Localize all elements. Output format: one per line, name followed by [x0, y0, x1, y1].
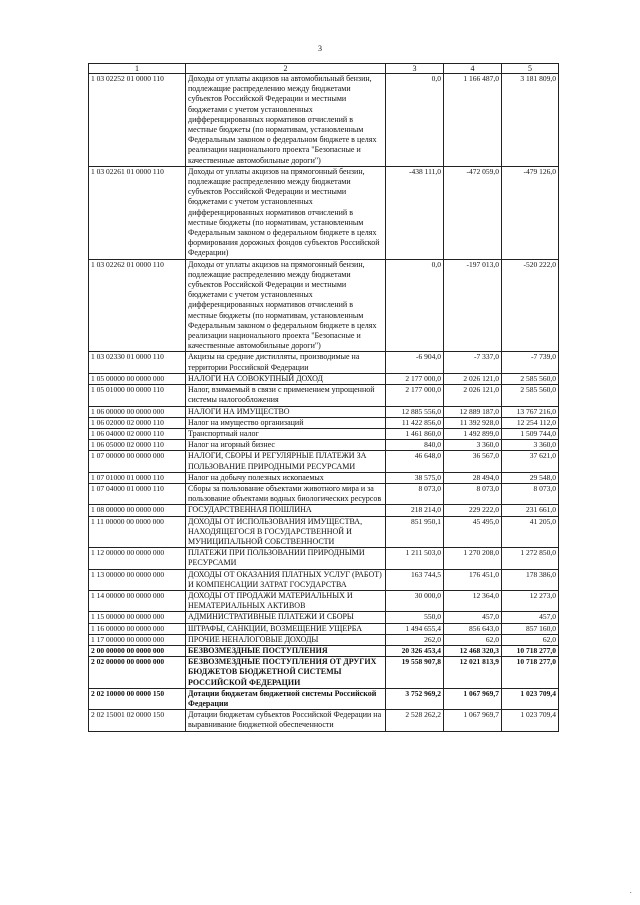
scan-mark: ·	[629, 889, 632, 897]
value-column-4-cell: 12 889 187,0	[444, 406, 502, 417]
budget-code-cell: 2 02 10000 00 0000 150	[89, 688, 186, 709]
value-column-5-cell: 1 023 709,4	[502, 710, 559, 731]
column-number-5: 5	[502, 64, 559, 74]
revenue-name-cell: ШТРАФЫ, САНКЦИИ, ВОЗМЕЩЕНИЕ УЩЕРБА	[186, 623, 386, 634]
value-column-5-cell: 37 621,0	[502, 451, 559, 472]
revenue-name-cell: НАЛОГИ, СБОРЫ И РЕГУЛЯРНЫЕ ПЛАТЕЖИ ЗА ПОЛЬЗОВАНИЕ ПРИРОДНЫМИ РЕСУРСАМИ	[186, 451, 386, 472]
table-row	[89, 428, 559, 439]
budget-code-cell: 1 15 00000 00 0000 000	[89, 612, 186, 623]
value-column-3-cell: 0,0	[386, 74, 444, 167]
value-column-5-cell: 12 254 112,0	[502, 417, 559, 428]
column-number-2: 2	[186, 64, 386, 74]
revenue-name-cell: ПРОЧИЕ НЕНАЛОГОВЫЕ ДОХОДЫ	[186, 634, 386, 645]
value-column-5-cell: 29 548,0	[502, 472, 559, 483]
budget-code-cell: 1 07 04000 01 0000 110	[89, 483, 186, 504]
value-column-3-cell: 218 214,0	[386, 505, 444, 516]
budget-code-cell: 1 07 01000 01 0000 110	[89, 472, 186, 483]
value-column-5-cell: 41 205,0	[502, 516, 559, 548]
column-number-4: 4	[444, 64, 502, 74]
value-column-3-cell: 11 422 856,0	[386, 417, 444, 428]
table-row	[89, 440, 559, 451]
value-column-4-cell: 36 567,0	[444, 451, 502, 472]
revenue-name-cell: Налог на игорный бизнес	[186, 440, 386, 451]
value-column-5-cell: 457,0	[502, 612, 559, 623]
revenue-name-cell: Доходы от уплаты акцизов на прямогонный бензин, подлежащие распределению между бюджетами субъектов Российской Федерации и местными бюджетами с учетом установленных дифференцированных нормативов отчислений в местные бюджеты (по нормативам, установленным Федеральным законом о федеральном бюджете в целях формирования дорожных фондов субъектов Российской Федерации)	[186, 166, 386, 259]
table-row	[89, 710, 559, 731]
value-column-3-cell: 8 073,0	[386, 483, 444, 504]
value-column-5-cell: -479 126,0	[502, 166, 559, 259]
revenue-name-cell: ПЛАТЕЖИ ПРИ ПОЛЬЗОВАНИИ ПРИРОДНЫМИ РЕСУРСАМИ	[186, 548, 386, 569]
table-row	[89, 406, 559, 417]
budget-code-cell: 1 06 04000 02 0000 110	[89, 428, 186, 439]
value-column-3-cell: -6 904,0	[386, 352, 444, 373]
table-row	[89, 634, 559, 645]
value-column-5-cell: 1 509 744,0	[502, 428, 559, 439]
table-row	[89, 645, 559, 656]
value-column-3-cell: 840,0	[386, 440, 444, 451]
table-row	[89, 516, 559, 548]
budget-code-cell: 1 05 00000 00 0000 000	[89, 373, 186, 384]
value-column-3-cell: 0,0	[386, 259, 444, 352]
revenue-name-cell: Налог на добычу полезных ископаемых	[186, 472, 386, 483]
value-column-3-cell: 19 558 907,8	[386, 657, 444, 689]
value-column-4-cell: -472 059,0	[444, 166, 502, 259]
table-row	[89, 483, 559, 504]
table-row	[89, 569, 559, 590]
budget-code-cell: 2 02 15001 02 0000 150	[89, 710, 186, 731]
budget-code-cell: 1 03 02261 01 0000 110	[89, 166, 186, 259]
value-column-5-cell: 178 386,0	[502, 569, 559, 590]
value-column-4-cell: -197 013,0	[444, 259, 502, 352]
value-column-4-cell: 2 026 121,0	[444, 373, 502, 384]
table-row	[89, 373, 559, 384]
budget-code-cell: 1 06 02000 02 0000 110	[89, 417, 186, 428]
table-body	[89, 64, 559, 732]
value-column-4-cell: 1 166 487,0	[444, 74, 502, 167]
value-column-3-cell: 2 528 262,2	[386, 710, 444, 731]
table-row	[89, 612, 559, 623]
revenue-name-cell: ДОХОДЫ ОТ ОКАЗАНИЯ ПЛАТНЫХ УСЛУГ (РАБОТ) И КОМПЕНСАЦИИ ЗАТРАТ ГОСУДАРСТВА	[186, 569, 386, 590]
value-column-3-cell: 163 744,5	[386, 569, 444, 590]
budget-code-cell: 1 03 02330 01 0000 110	[89, 352, 186, 373]
value-column-3-cell: 12 885 556,0	[386, 406, 444, 417]
value-column-4-cell: 856 643,0	[444, 623, 502, 634]
revenue-name-cell: Сборы за пользование объектами животного мира и за пользование объектами водных биологических ресурсов	[186, 483, 386, 504]
budget-code-cell: 1 14 00000 00 0000 000	[89, 590, 186, 611]
table-row	[89, 657, 559, 689]
value-column-5-cell: 3 181 809,0	[502, 74, 559, 167]
value-column-3-cell: 262,0	[386, 634, 444, 645]
budget-code-cell: 2 00 00000 00 0000 000	[89, 645, 186, 656]
value-column-4-cell: 2 026 121,0	[444, 385, 502, 406]
revenue-name-cell: Доходы от уплаты акцизов на автомобильный бензин, подлежащие распределению между бюджетами субъектов Российской Федерации и местными бюджетами с учетом установленных дифференцированных нормативов отчислений в местные бюджеты (по нормативам, установленным Федеральным законом о федеральном бюджете в целях реализации национального проекта "Безопасные и качественные автомобильные дороги")	[186, 74, 386, 167]
value-column-4-cell: 176 451,0	[444, 569, 502, 590]
revenue-name-cell: Налог на имущество организаций	[186, 417, 386, 428]
value-column-4-cell: 12 021 813,9	[444, 657, 502, 689]
value-column-5-cell: 8 073,0	[502, 483, 559, 504]
value-column-3-cell: 38 575,0	[386, 472, 444, 483]
value-column-4-cell: 11 392 928,0	[444, 417, 502, 428]
value-column-3-cell: -438 111,0	[386, 166, 444, 259]
value-column-3-cell: 30 000,0	[386, 590, 444, 611]
revenue-name-cell: АДМИНИСТРАТИВНЫЕ ПЛАТЕЖИ И СБОРЫ	[186, 612, 386, 623]
value-column-3-cell: 550,0	[386, 612, 444, 623]
value-column-3-cell: 3 752 969,2	[386, 688, 444, 709]
page-number: 3	[318, 44, 322, 53]
revenue-name-cell: Акцизы на средние дистилляты, производимые на территории Российской Федерации	[186, 352, 386, 373]
budget-code-cell: 1 06 00000 00 0000 000	[89, 406, 186, 417]
table-row	[89, 451, 559, 472]
budget-code-cell: 1 08 00000 00 0000 000	[89, 505, 186, 516]
value-column-4-cell: 12 364,0	[444, 590, 502, 611]
value-column-5-cell: -7 739,0	[502, 352, 559, 373]
value-column-5-cell: 3 360,0	[502, 440, 559, 451]
value-column-5-cell: 10 718 277,0	[502, 657, 559, 689]
value-column-4-cell: 45 495,0	[444, 516, 502, 548]
value-column-4-cell: 1 067 969,7	[444, 688, 502, 709]
value-column-3-cell: 2 177 000,0	[386, 385, 444, 406]
value-column-4-cell: 1 492 899,0	[444, 428, 502, 439]
value-column-4-cell: 28 494,0	[444, 472, 502, 483]
value-column-3-cell: 2 177 000,0	[386, 373, 444, 384]
value-column-5-cell: 10 718 277,0	[502, 645, 559, 656]
column-number-1: 1	[89, 64, 186, 74]
value-column-4-cell: 1 270 208,0	[444, 548, 502, 569]
value-column-3-cell: 1 494 655,4	[386, 623, 444, 634]
revenue-name-cell: Доходы от уплаты акцизов на прямогонный бензин, подлежащие распределению между бюджетами субъектов Российской Федерации и местными бюджетами с учетом установленных дифференцированных нормативов отчислений в местные бюджеты (по нормативам, установленным Федеральным законом о федеральном бюджете в целях реализации национального проекта "Безопасные и качественные автомобильные дороги")	[186, 259, 386, 352]
value-column-5-cell: 62,0	[502, 634, 559, 645]
revenue-name-cell: Налог, взимаемый в связи с применением упрощенной системы налогообложения	[186, 385, 386, 406]
column-number-row	[89, 64, 559, 74]
revenue-name-cell: ДОХОДЫ ОТ ИСПОЛЬЗОВАНИЯ ИМУЩЕСТВА, НАХОДЯЩЕГОСЯ В ГОСУДАРСТВЕННОЙ И МУНИЦИПАЛЬНОЙ СОБСТВЕННОСТИ	[186, 516, 386, 548]
revenue-name-cell: ДОХОДЫ ОТ ПРОДАЖИ МАТЕРИАЛЬНЫХ И НЕМАТЕРИАЛЬНЫХ АКТИВОВ	[186, 590, 386, 611]
value-column-3-cell: 851 950,1	[386, 516, 444, 548]
budget-code-cell: 1 06 05000 02 0000 110	[89, 440, 186, 451]
value-column-3-cell: 1 211 503,0	[386, 548, 444, 569]
table-row	[89, 385, 559, 406]
value-column-4-cell: 12 468 320,3	[444, 645, 502, 656]
budget-code-cell: 1 16 00000 00 0000 000	[89, 623, 186, 634]
revenue-name-cell: Дотации бюджетам субъектов Российской Федерации на выравнивание бюджетной обеспеченности	[186, 710, 386, 731]
value-column-3-cell: 20 326 453,4	[386, 645, 444, 656]
budget-code-cell: 1 11 00000 00 0000 000	[89, 516, 186, 548]
value-column-5-cell: 2 585 560,0	[502, 385, 559, 406]
table-row	[89, 472, 559, 483]
revenue-name-cell: ГОСУДАРСТВЕННАЯ ПОШЛИНА	[186, 505, 386, 516]
value-column-3-cell: 1 461 860,0	[386, 428, 444, 439]
table-row	[89, 166, 559, 259]
revenue-name-cell: Дотации бюджетам бюджетной системы Российской Федерации	[186, 688, 386, 709]
revenue-name-cell: БЕЗВОЗМЕЗДНЫЕ ПОСТУПЛЕНИЯ ОТ ДРУГИХ БЮДЖЕТОВ БЮДЖЕТНОЙ СИСТЕМЫ РОССИЙСКОЙ ФЕДЕРАЦИИ	[186, 657, 386, 689]
value-column-5-cell: 231 661,0	[502, 505, 559, 516]
value-column-5-cell: 857 160,0	[502, 623, 559, 634]
value-column-4-cell: 3 360,0	[444, 440, 502, 451]
budget-code-cell: 1 17 00000 00 0000 000	[89, 634, 186, 645]
budget-code-cell: 1 05 01000 00 0000 110	[89, 385, 186, 406]
value-column-4-cell: -7 337,0	[444, 352, 502, 373]
value-column-4-cell: 229 222,0	[444, 505, 502, 516]
table-row	[89, 548, 559, 569]
table-row	[89, 688, 559, 709]
value-column-5-cell: 2 585 560,0	[502, 373, 559, 384]
revenue-name-cell: НАЛОГИ НА СОВОКУПНЫЙ ДОХОД	[186, 373, 386, 384]
value-column-4-cell: 62,0	[444, 634, 502, 645]
table-row	[89, 259, 559, 352]
table-row	[89, 74, 559, 167]
value-column-5-cell: 1 023 709,4	[502, 688, 559, 709]
budget-code-cell: 1 03 02252 01 0000 110	[89, 74, 186, 167]
value-column-4-cell: 457,0	[444, 612, 502, 623]
value-column-5-cell: 12 273,0	[502, 590, 559, 611]
table-row	[89, 352, 559, 373]
value-column-3-cell: 46 648,0	[386, 451, 444, 472]
budget-code-cell: 1 07 00000 00 0000 000	[89, 451, 186, 472]
value-column-5-cell: -520 222,0	[502, 259, 559, 352]
value-column-4-cell: 8 073,0	[444, 483, 502, 504]
table-row	[89, 590, 559, 611]
table-row	[89, 417, 559, 428]
revenue-name-cell: Транспортный налог	[186, 428, 386, 439]
revenue-name-cell: НАЛОГИ НА ИМУЩЕСТВО	[186, 406, 386, 417]
budget-code-cell: 1 13 00000 00 0000 000	[89, 569, 186, 590]
column-number-3: 3	[386, 64, 444, 74]
value-column-5-cell: 13 767 216,0	[502, 406, 559, 417]
table-row	[89, 623, 559, 634]
budget-code-cell: 1 12 00000 00 0000 000	[89, 548, 186, 569]
budget-code-cell: 1 03 02262 01 0000 110	[89, 259, 186, 352]
value-column-4-cell: 1 067 969,7	[444, 710, 502, 731]
budget-code-cell: 2 02 00000 00 0000 000	[89, 657, 186, 689]
revenue-name-cell: БЕЗВОЗМЕЗДНЫЕ ПОСТУПЛЕНИЯ	[186, 645, 386, 656]
value-column-5-cell: 1 272 850,0	[502, 548, 559, 569]
revenue-table	[88, 63, 559, 732]
table-row	[89, 505, 559, 516]
